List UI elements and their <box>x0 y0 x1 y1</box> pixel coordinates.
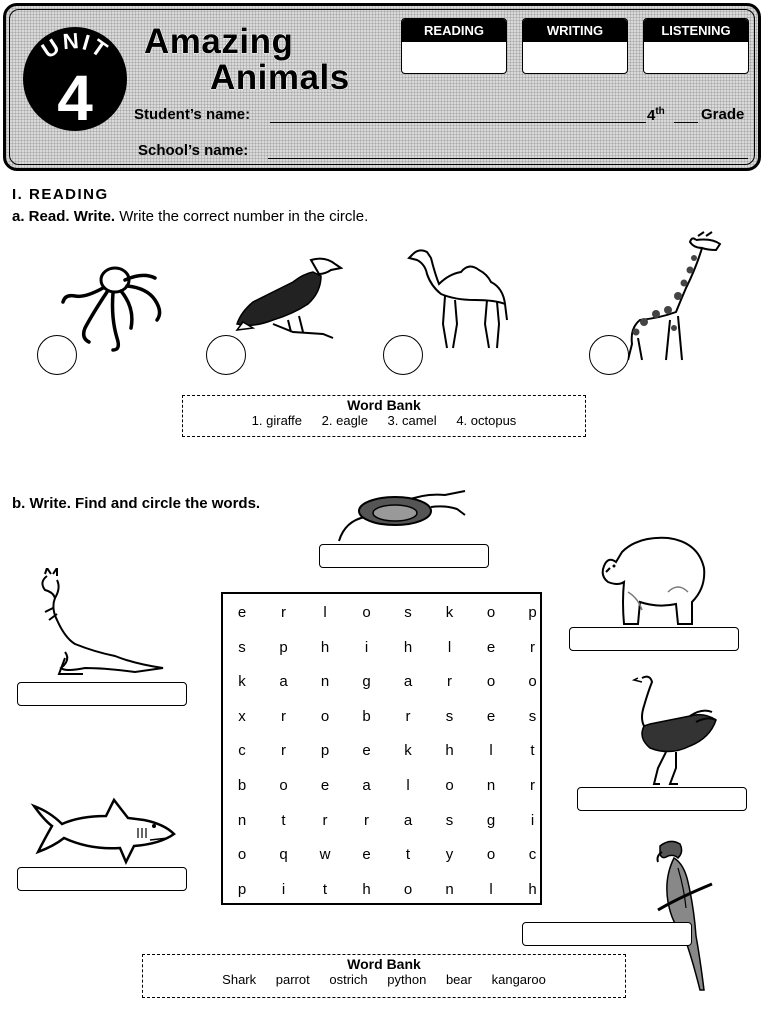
grade-digit: 4 <box>647 107 656 124</box>
word-bank-b-word: parrot <box>275 972 310 987</box>
answer-box-parrot[interactable] <box>522 922 692 946</box>
grid-letter[interactable]: g <box>486 811 496 829</box>
grid-letter[interactable]: p <box>320 742 330 760</box>
grid-letter[interactable]: c <box>528 846 537 864</box>
grid-letter[interactable]: l <box>323 604 327 621</box>
eagle-picture <box>233 252 343 342</box>
grid-letter[interactable]: s <box>528 707 537 725</box>
grid-letter[interactable]: e <box>486 638 496 656</box>
word-bank-b-word: kangaroo <box>491 972 546 987</box>
unit-badge <box>20 24 130 134</box>
grid-letter[interactable]: k <box>445 604 454 621</box>
grid-letter[interactable]: l <box>489 742 493 760</box>
grid-letter[interactable]: n <box>237 811 247 829</box>
grid-letter[interactable]: t <box>530 742 535 760</box>
word-bank-b <box>142 954 626 998</box>
listening-score-box[interactable] <box>643 18 749 74</box>
grid-letter[interactable]: s <box>404 604 412 621</box>
reading-label: READING <box>402 19 506 42</box>
grid-letter[interactable]: x <box>238 707 246 725</box>
grid-letter[interactable]: a <box>279 673 288 691</box>
answer-circle-giraffe[interactable] <box>589 335 629 375</box>
grid-letter[interactable]: t <box>405 846 411 864</box>
grid-letter[interactable]: o <box>445 777 454 794</box>
grid-letter[interactable]: e <box>237 604 247 621</box>
answer-circle-octopus[interactable] <box>37 335 77 375</box>
listening-label: LISTENING <box>644 19 748 42</box>
grid-letter[interactable]: p <box>237 880 247 898</box>
grid-letter[interactable]: k <box>238 673 246 691</box>
grid-letter[interactable]: q <box>279 846 288 864</box>
grid-letter[interactable]: p <box>279 638 288 656</box>
grade-suffix: th <box>655 106 665 117</box>
grid-letter[interactable]: h <box>528 880 537 898</box>
grid-letter[interactable]: h <box>445 742 454 760</box>
grid-letter[interactable]: s <box>445 811 454 829</box>
word-bank-b-word: Shark <box>222 972 257 987</box>
part-a-bold: a. Read. Write. <box>12 208 116 225</box>
grid-letter[interactable]: o <box>486 604 496 621</box>
word-bank-b-title: Word Bank <box>347 956 421 972</box>
grid-letter[interactable]: k <box>404 742 412 760</box>
grid-letter[interactable]: n <box>486 777 496 794</box>
bear-picture <box>598 532 710 627</box>
grid-letter[interactable]: h <box>362 880 371 898</box>
octopus-picture <box>55 258 170 353</box>
grid-letter[interactable]: t <box>322 880 328 898</box>
grid-letter[interactable]: l <box>406 777 410 794</box>
worksheet-header <box>3 3 761 171</box>
grid-letter[interactable]: o <box>320 707 330 725</box>
word-bank-a <box>182 395 586 437</box>
camel-picture <box>405 244 517 352</box>
word-bank-a-word: 3. camel <box>387 413 437 428</box>
answer-box-bear[interactable] <box>569 627 739 651</box>
student-name-line[interactable] <box>270 122 646 123</box>
grid-letter[interactable]: o <box>279 777 288 794</box>
grid-letter[interactable]: o <box>403 880 413 898</box>
word-bank-b-word: bear <box>445 972 472 987</box>
answer-box-python[interactable] <box>319 544 489 568</box>
section-title: I. READING <box>12 186 109 203</box>
grid-letter[interactable]: w <box>319 846 331 864</box>
grid-letter[interactable]: p <box>528 604 537 621</box>
grid-letter[interactable]: l <box>447 638 452 656</box>
school-name-line[interactable] <box>268 158 748 159</box>
grid-letter[interactable]: n <box>320 673 330 691</box>
student-name-label: Student’s name: <box>134 106 251 123</box>
grid-letter[interactable]: y <box>445 846 454 864</box>
grid-letter[interactable]: i <box>530 811 535 829</box>
grid-letter[interactable]: g <box>362 673 371 691</box>
grid-letter[interactable]: r <box>447 673 452 691</box>
grid-letter[interactable]: t <box>281 811 286 829</box>
word-bank-a-title: Word Bank <box>347 397 421 413</box>
part-b-instruction: b. Write. Find and circle the words. <box>12 495 261 512</box>
part-a-instruction <box>12 208 368 225</box>
grid-letter[interactable]: b <box>362 707 371 725</box>
unit-number: 4 <box>57 62 93 134</box>
grade-label: Grade <box>701 106 745 123</box>
grade-line[interactable] <box>674 122 698 123</box>
parrot-picture <box>648 838 720 996</box>
grid-letter[interactable]: s <box>238 638 246 656</box>
ostrich-picture <box>630 672 720 787</box>
answer-box-ostrich[interactable] <box>577 787 747 811</box>
kangaroo-picture <box>35 568 167 678</box>
answer-box-shark[interactable] <box>17 867 187 891</box>
grid-letter[interactable]: a <box>403 811 413 829</box>
title-line2: Animals <box>210 58 350 97</box>
grid-letter[interactable]: e <box>320 777 330 794</box>
grid-letter[interactable]: e <box>362 742 371 760</box>
grid-letter[interactable]: h <box>403 638 413 656</box>
grid-letter[interactable]: e <box>486 707 496 725</box>
grid-letter[interactable]: c <box>238 742 246 760</box>
grid-letter[interactable]: r <box>530 777 535 794</box>
grid-letter[interactable]: l <box>489 880 493 898</box>
grid-letter[interactable]: r <box>322 811 328 829</box>
python-picture <box>335 487 470 542</box>
grid-letter[interactable]: o <box>237 846 247 864</box>
grid-letter[interactable]: r <box>281 604 286 621</box>
word-bank-a-word: 1. giraffe <box>251 413 303 428</box>
grid-letter[interactable]: s <box>445 707 454 725</box>
word-bank-b-word: ostrich <box>329 972 368 987</box>
grid-letter[interactable]: b <box>237 777 247 794</box>
unit-label: UNIT <box>36 27 114 64</box>
word-bank-a-word: 4. octopus <box>456 413 517 428</box>
grade-number <box>647 106 665 124</box>
title-line1: Amazing <box>144 22 294 61</box>
answer-circle-camel[interactable] <box>383 335 423 375</box>
word-bank-b-word: python <box>387 972 427 987</box>
reading-score-box[interactable] <box>401 18 507 74</box>
grid-letter[interactable]: o <box>528 673 537 691</box>
writing-label: WRITING <box>523 19 627 42</box>
grid-letter[interactable]: o <box>486 846 496 864</box>
grid-letter[interactable]: a <box>403 673 413 691</box>
writing-score-box[interactable] <box>522 18 628 74</box>
school-name-label: School’s name: <box>138 142 249 159</box>
grid-letter[interactable]: i <box>364 638 369 656</box>
grid-letter[interactable]: r <box>405 707 411 725</box>
answer-box-kangaroo[interactable] <box>17 682 187 706</box>
grid-letter[interactable]: r <box>364 811 369 829</box>
grid-letter[interactable]: o <box>486 673 496 691</box>
grid-letter[interactable]: i <box>281 880 286 898</box>
grid-letter[interactable]: e <box>362 846 371 864</box>
grid-letter[interactable]: o <box>362 604 371 621</box>
grid-letter[interactable]: n <box>445 880 454 898</box>
grid-letter[interactable]: r <box>530 638 535 656</box>
part-a-text: Write the correct number in the circle. <box>119 208 369 225</box>
grid-letter[interactable]: a <box>362 777 371 794</box>
giraffe-picture <box>620 228 725 363</box>
word-bank-a-word: 2. eagle <box>321 413 368 428</box>
word-search-grid <box>221 592 542 905</box>
grid-letter[interactable]: h <box>320 638 330 656</box>
grid-letter[interactable]: r <box>281 707 286 725</box>
shark-picture <box>30 796 178 868</box>
answer-circle-eagle[interactable] <box>206 335 246 375</box>
grid-letter[interactable]: r <box>281 742 286 760</box>
